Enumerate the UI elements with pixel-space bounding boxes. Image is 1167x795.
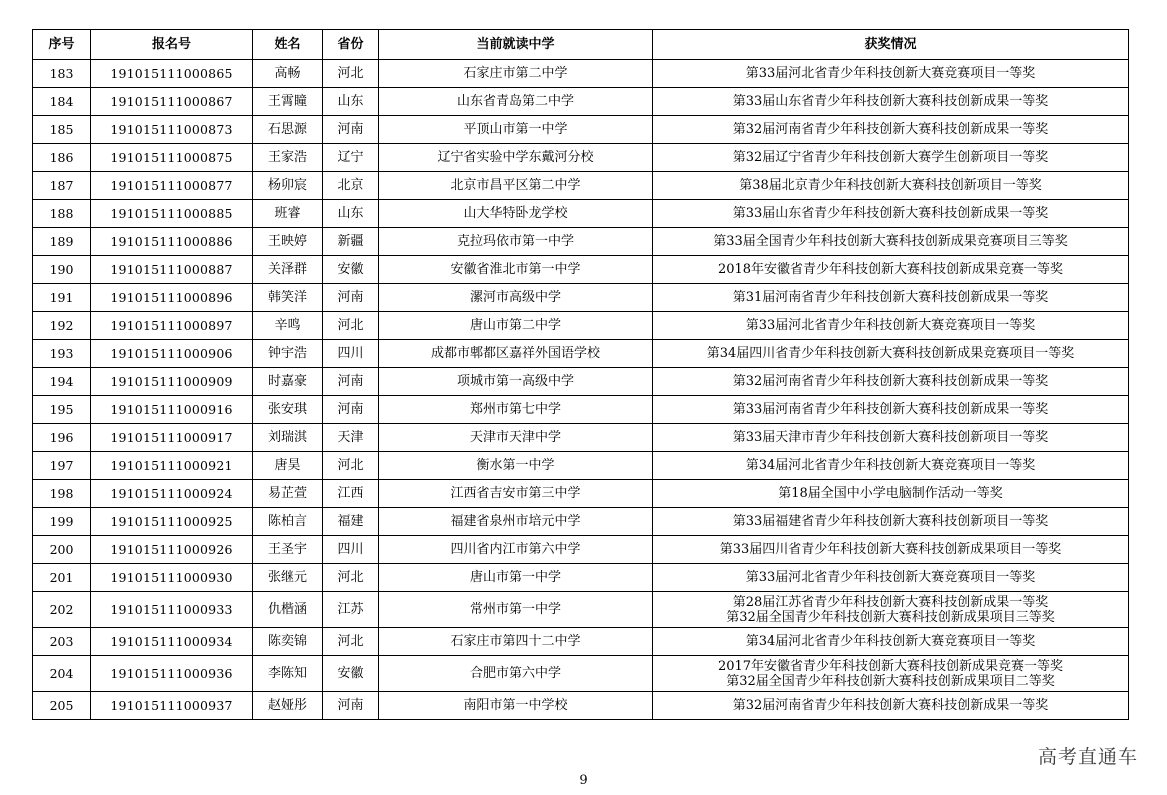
cell-awards [653,60,1129,88]
table-row [33,508,1129,536]
award-line: 第33届福建省青少年科技创新大赛科技创新项目一等奖 [732,514,1049,529]
table-row [33,628,1129,656]
cell-registration-id: 191015111000917 [91,424,253,452]
cell-awards [653,256,1129,284]
award-line: 第33届河南省青少年科技创新大赛科技创新成果一等奖 [732,402,1049,417]
cell-serial: 197 [33,452,91,480]
cell-school: 北京市昌平区第二中学 [379,172,653,200]
cell-serial: 204 [33,656,91,692]
award-line: 2017年安徽省青少年科技创新大赛科技创新成果竞赛一等奖 [717,658,1064,674]
cell-serial: 203 [33,628,91,656]
header-awards: 获奖情况 [653,30,1129,60]
cell-school: 项城市第一高级中学 [379,368,653,396]
cell-name: 关泽群 [253,256,323,284]
cell-serial: 184 [33,88,91,116]
table-row [33,116,1129,144]
cell-school: 郑州市第七中学 [379,396,653,424]
table-row [33,368,1129,396]
award-line: 第34届河北省青少年科技创新大赛竞赛项目一等奖 [745,458,1036,473]
cell-registration-id: 191015111000887 [91,256,253,284]
header-name: 姓名 [253,30,323,60]
award-line: 第33届河北省青少年科技创新大赛竞赛项目一等奖 [745,570,1036,585]
cell-province: 河北 [323,452,379,480]
cell-awards [653,368,1129,396]
cell-serial: 186 [33,144,91,172]
cell-serial: 195 [33,396,91,424]
cell-serial: 192 [33,312,91,340]
cell-serial: 189 [33,228,91,256]
cell-registration-id: 191015111000933 [91,592,253,628]
cell-province: 安徽 [323,256,379,284]
table-row [33,172,1129,200]
award-table [32,29,1129,720]
cell-serial: 193 [33,340,91,368]
cell-name: 易芷萱 [253,480,323,508]
cell-serial: 198 [33,480,91,508]
award-line: 第33届天津市青少年科技创新大赛科技创新项目一等奖 [732,430,1049,445]
award-line: 第32届辽宁省青少年科技创新大赛学生创新项目一等奖 [732,150,1049,165]
cell-school: 福建省泉州市培元中学 [379,508,653,536]
cell-province: 河南 [323,368,379,396]
cell-name: 王霄瞳 [253,88,323,116]
cell-registration-id: 191015111000937 [91,692,253,720]
table-row [33,88,1129,116]
award-line: 2018年安徽省青少年科技创新大赛科技创新成果竞赛一等奖 [717,262,1064,277]
award-line: 第18届全国中小学电脑制作活动一等奖 [778,486,1003,501]
watermark: 高考直通车 [1037,746,1138,768]
cell-school: 四川省内江市第六中学 [379,536,653,564]
header-serial: 序号 [33,30,91,60]
table-row [33,452,1129,480]
cell-school: 合肥市第六中学 [379,656,653,692]
cell-registration-id: 191015111000885 [91,200,253,228]
cell-serial: 199 [33,508,91,536]
cell-registration-id: 191015111000936 [91,656,253,692]
page-number: 9 [579,773,588,788]
award-line: 第33届河北省青少年科技创新大赛竞赛项目一等奖 [745,66,1036,81]
table-row [33,536,1129,564]
cell-province: 河北 [323,564,379,592]
table-row [33,480,1129,508]
cell-serial: 183 [33,60,91,88]
cell-school: 石家庄市第二中学 [379,60,653,88]
cell-awards [653,508,1129,536]
cell-awards [653,396,1129,424]
cell-registration-id: 191015111000896 [91,284,253,312]
cell-serial: 190 [33,256,91,284]
cell-awards [653,656,1129,692]
award-line: 第38届北京青少年科技创新大赛科技创新项目一等奖 [739,178,1042,193]
award-line: 第31届河南省青少年科技创新大赛科技创新成果一等奖 [732,290,1049,305]
table-row [33,692,1129,720]
cell-province: 江西 [323,480,379,508]
cell-name: 王映婷 [253,228,323,256]
cell-registration-id: 191015111000873 [91,116,253,144]
cell-school: 衡水第一中学 [379,452,653,480]
cell-awards [653,172,1129,200]
cell-school: 成都市郫都区嘉祥外国语学校 [379,340,653,368]
table-row [33,312,1129,340]
table-row [33,424,1129,452]
award-line: 第33届河北省青少年科技创新大赛竞赛项目一等奖 [745,318,1036,333]
cell-name: 班睿 [253,200,323,228]
cell-province: 河北 [323,312,379,340]
cell-school: 天津市天津中学 [379,424,653,452]
table-body [33,60,1129,720]
cell-province: 北京 [323,172,379,200]
cell-awards [653,452,1129,480]
table-row [33,396,1129,424]
cell-registration-id: 191015111000924 [91,480,253,508]
cell-serial: 194 [33,368,91,396]
cell-serial: 205 [33,692,91,720]
cell-name: 王家浩 [253,144,323,172]
cell-province: 河北 [323,60,379,88]
cell-name: 时嘉豪 [253,368,323,396]
table-row [33,284,1129,312]
cell-school: 安徽省淮北市第一中学 [379,256,653,284]
award-line: 第32届河南省青少年科技创新大赛科技创新成果一等奖 [732,698,1049,713]
cell-awards [653,564,1129,592]
cell-name: 赵娅彤 [253,692,323,720]
award-line: 第32届全国青少年科技创新大赛科技创新成果项目三等奖 [726,609,1055,625]
cell-serial: 200 [33,536,91,564]
cell-name: 仇楷涵 [253,592,323,628]
cell-school: 南阳市第一中学校 [379,692,653,720]
cell-name: 杨卯宸 [253,172,323,200]
cell-serial: 191 [33,284,91,312]
cell-awards [653,592,1129,628]
cell-awards [653,228,1129,256]
cell-awards [653,480,1129,508]
cell-serial: 202 [33,592,91,628]
cell-registration-id: 191015111000925 [91,508,253,536]
cell-name: 韩笑洋 [253,284,323,312]
cell-serial: 185 [33,116,91,144]
cell-registration-id: 191015111000897 [91,312,253,340]
award-line: 第33届全国青少年科技创新大赛科技创新成果竞赛项目三等奖 [713,234,1068,249]
cell-registration-id: 191015111000867 [91,88,253,116]
table-row [33,340,1129,368]
cell-registration-id: 191015111000875 [91,144,253,172]
cell-name: 辛鸣 [253,312,323,340]
header-school: 当前就读中学 [379,30,653,60]
cell-serial: 201 [33,564,91,592]
header-row [33,30,1129,60]
cell-province: 新疆 [323,228,379,256]
cell-school: 江西省吉安市第三中学 [379,480,653,508]
cell-registration-id: 191015111000934 [91,628,253,656]
cell-province: 安徽 [323,656,379,692]
cell-province: 河南 [323,692,379,720]
cell-province: 江苏 [323,592,379,628]
cell-school: 石家庄市第四十二中学 [379,628,653,656]
cell-awards [653,116,1129,144]
cell-name: 张继元 [253,564,323,592]
cell-name: 钟宇浩 [253,340,323,368]
cell-serial: 196 [33,424,91,452]
cell-province: 天津 [323,424,379,452]
award-line: 第33届山东省青少年科技创新大赛科技创新成果一等奖 [732,206,1049,221]
cell-awards [653,200,1129,228]
cell-province: 河南 [323,284,379,312]
award-line: 第34届四川省青少年科技创新大赛科技创新成果竞赛项目一等奖 [706,346,1075,361]
cell-school: 唐山市第二中学 [379,312,653,340]
cell-school: 平顶山市第一中学 [379,116,653,144]
cell-name: 王圣宇 [253,536,323,564]
cell-name: 高畅 [253,60,323,88]
cell-awards [653,692,1129,720]
cell-province: 四川 [323,340,379,368]
award-line: 第28届江苏省青少年科技创新大赛科技创新成果一等奖 [732,594,1049,610]
cell-awards [653,284,1129,312]
cell-awards [653,536,1129,564]
cell-school: 辽宁省实验中学东戴河分校 [379,144,653,172]
cell-registration-id: 191015111000909 [91,368,253,396]
cell-name: 石思源 [253,116,323,144]
cell-name: 陈柏言 [253,508,323,536]
cell-school: 克拉玛依市第一中学 [379,228,653,256]
header-province: 省份 [323,30,379,60]
cell-registration-id: 191015111000886 [91,228,253,256]
cell-school: 山大华特卧龙学校 [379,200,653,228]
cell-name: 张安琪 [253,396,323,424]
header-registration-id: 报名号 [91,30,253,60]
cell-awards [653,88,1129,116]
cell-school: 山东省青岛第二中学 [379,88,653,116]
table-row [33,592,1129,628]
cell-awards [653,340,1129,368]
table-row [33,60,1129,88]
cell-province: 辽宁 [323,144,379,172]
cell-registration-id: 191015111000906 [91,340,253,368]
table-row [33,256,1129,284]
cell-registration-id: 191015111000877 [91,172,253,200]
cell-registration-id: 191015111000926 [91,536,253,564]
award-line: 第33届山东省青少年科技创新大赛科技创新成果一等奖 [732,94,1049,109]
cell-awards [653,312,1129,340]
cell-awards [653,144,1129,172]
table-row [33,200,1129,228]
cell-province: 河南 [323,396,379,424]
cell-name: 陈奕锦 [253,628,323,656]
award-line: 第32届河南省青少年科技创新大赛科技创新成果一等奖 [732,374,1049,389]
table-row [33,656,1129,692]
cell-awards [653,628,1129,656]
cell-school: 唐山市第一中学 [379,564,653,592]
award-line: 第32届河南省青少年科技创新大赛科技创新成果一等奖 [732,122,1049,137]
award-line: 第33届四川省青少年科技创新大赛科技创新成果项目一等奖 [719,542,1062,557]
award-line: 第34届河北省青少年科技创新大赛竞赛项目一等奖 [745,634,1036,649]
cell-name: 唐昊 [253,452,323,480]
cell-registration-id: 191015111000865 [91,60,253,88]
cell-province: 四川 [323,536,379,564]
cell-school: 漯河市高级中学 [379,284,653,312]
cell-province: 河南 [323,116,379,144]
cell-school: 常州市第一中学 [379,592,653,628]
cell-serial: 187 [33,172,91,200]
table-row [33,144,1129,172]
cell-name: 李陈知 [253,656,323,692]
cell-province: 山东 [323,200,379,228]
cell-province: 福建 [323,508,379,536]
cell-name: 刘瑞淇 [253,424,323,452]
cell-registration-id: 191015111000930 [91,564,253,592]
cell-registration-id: 191015111000921 [91,452,253,480]
table-row [33,564,1129,592]
cell-province: 山东 [323,88,379,116]
award-line: 第32届全国青少年科技创新大赛科技创新成果项目二等奖 [726,673,1055,689]
table-row [33,228,1129,256]
cell-registration-id: 191015111000916 [91,396,253,424]
cell-awards [653,424,1129,452]
cell-province: 河北 [323,628,379,656]
cell-serial: 188 [33,200,91,228]
